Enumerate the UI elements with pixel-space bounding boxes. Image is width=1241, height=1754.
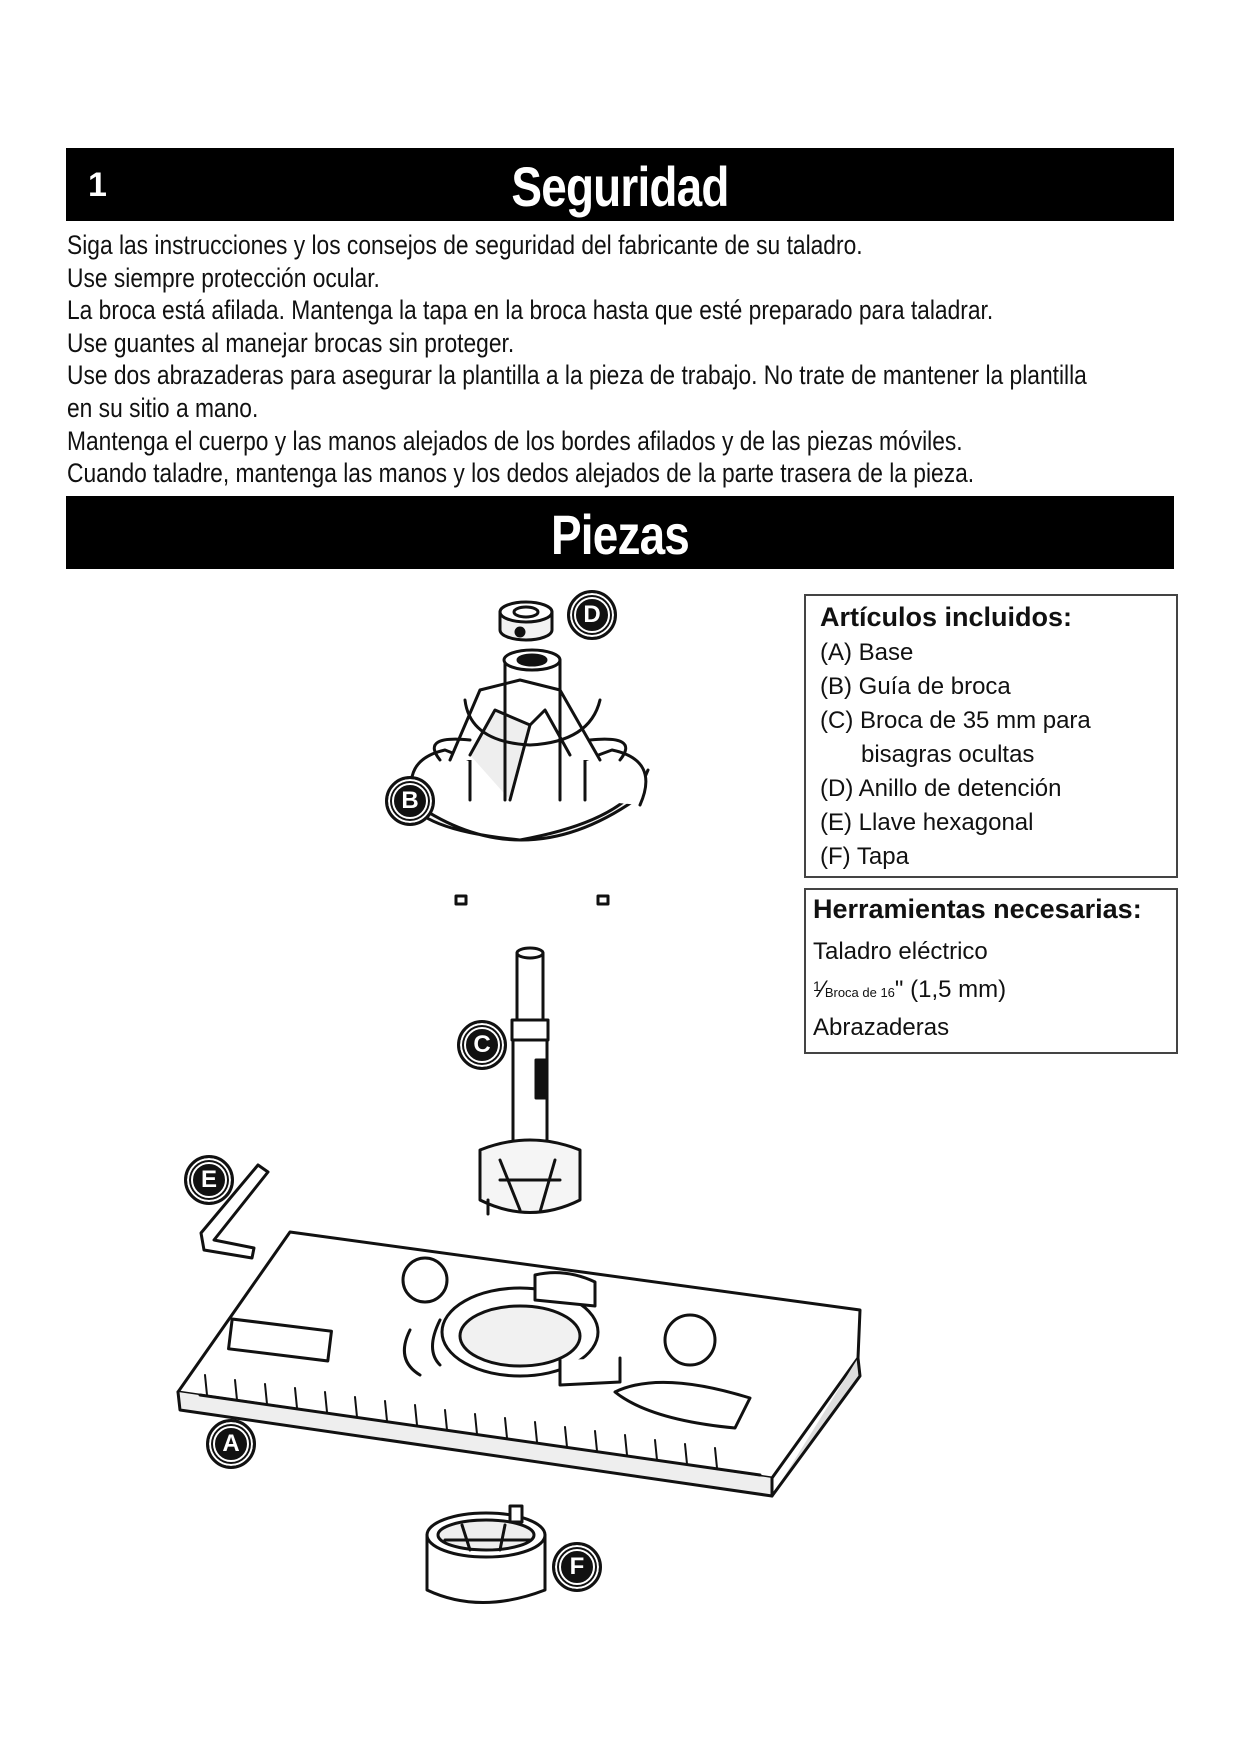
- callout-letter: B: [392, 783, 428, 819]
- list-item: (C) Broca de 35 mm para: [820, 707, 1091, 734]
- safety-line: en su sitio a mano.: [67, 392, 259, 423]
- callout-letter: E: [191, 1162, 227, 1198]
- callout-letter: F: [559, 1549, 595, 1585]
- bit-size: " (1,5 mm): [894, 976, 1007, 1003]
- safety-line: Use siempre protección ocular.: [67, 262, 380, 293]
- safety-line: Mantenga el cuerpo y las manos alejados de los bordes afilados y de las piezas móviles.: [67, 425, 963, 456]
- safety-line: Use guantes al manejar brocas sin proteger.: [67, 327, 515, 358]
- forstner-bit-drawing: [480, 948, 580, 1214]
- base-jig-drawing: [178, 1232, 860, 1496]
- callout-b: [385, 776, 435, 826]
- stop-collar-drawing: [500, 602, 552, 640]
- callout-f: [552, 1542, 602, 1592]
- callout-a: [206, 1419, 256, 1469]
- bit-cap-drawing: [427, 1506, 545, 1603]
- bit-numerator: 1: [813, 978, 821, 994]
- callout-e: [184, 1155, 234, 1205]
- included-heading: Artículos incluidos:: [820, 602, 1073, 632]
- safety-line: Siga las instrucciones y los consejos de seguridad del fabricante de su taladro.: [67, 230, 863, 260]
- safety-line: Use dos abrazaderas para asegurar la plantilla a la pieza de trabajo. No trate de mantener la plantilla: [67, 360, 1087, 391]
- callout-letter: D: [574, 597, 610, 633]
- drill-guide-drawing: [410, 650, 648, 904]
- bit-denominator: Broca de 16: [824, 985, 895, 1000]
- list-item: bisagras ocultas: [861, 741, 1035, 768]
- safety-line: La broca está afilada. Mantenga la tapa en la broca hasta que esté preparado para taladrar.: [67, 295, 994, 326]
- list-item: (A) Base: [820, 639, 914, 666]
- section-number: 1: [88, 166, 107, 204]
- callout-c: [457, 1020, 507, 1070]
- list-item: (F) Tapa: [820, 843, 909, 870]
- list-item: (D) Anillo de detención: [820, 775, 1062, 802]
- callout-d: [567, 590, 617, 640]
- list-item: (E) Llave hexagonal: [820, 809, 1034, 836]
- safety-line: Cuando taladre, mantenga las manos y los dedos alejados de la parte trasera de la pieza.: [67, 458, 975, 489]
- section-title-parts: Piezas: [550, 503, 690, 566]
- section-title-safety: Seguridad: [511, 155, 729, 218]
- tools-heading: Herramientas necesarias:: [813, 894, 1142, 924]
- callout-letter: A: [213, 1426, 249, 1462]
- bit-slash: ⁄: [820, 976, 825, 1003]
- list-item: (B) Guía de broca: [820, 673, 1011, 700]
- callout-letter: C: [464, 1027, 500, 1063]
- tool-clamps: Abrazaderas: [813, 1014, 950, 1041]
- tool-drill: Taladro eléctrico: [813, 938, 988, 965]
